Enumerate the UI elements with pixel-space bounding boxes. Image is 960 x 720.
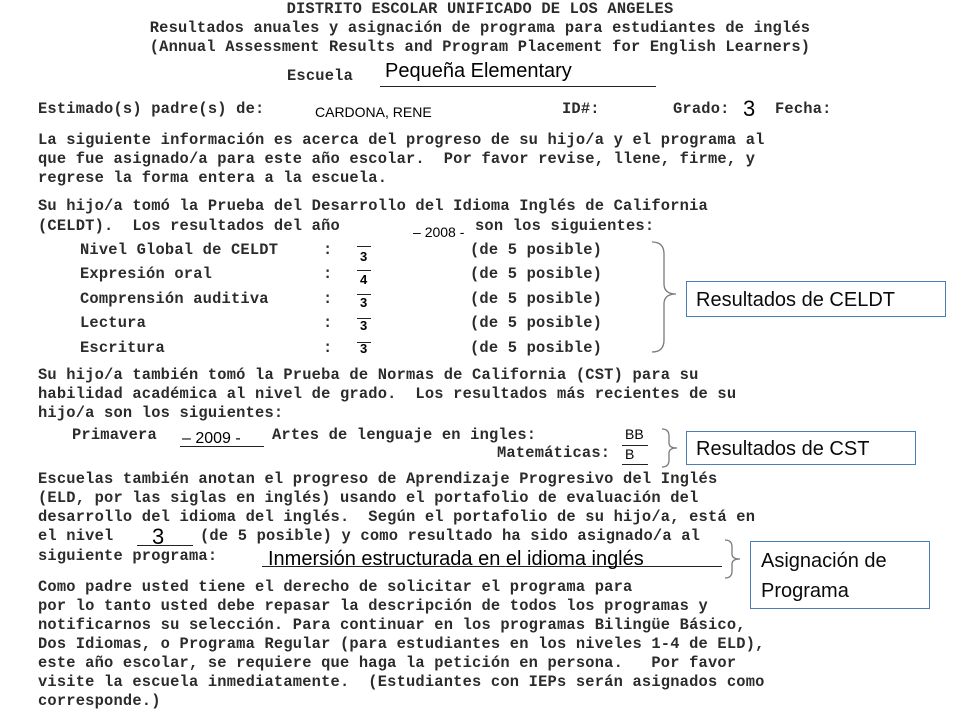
- cst-line-3: hijo/a son los siguientes:: [38, 404, 284, 422]
- rights-line-2: por lo tanto usted debe repasar la descripción de todos los programas y: [38, 597, 708, 615]
- district-title: DISTRITO ESCOLAR UNIFICADO DE LOS ANGELES: [286, 0, 674, 18]
- cst-ela-label: Artes de lenguaje en ingles:: [272, 426, 537, 444]
- celdt-out-of: (de 5 posible): [470, 339, 603, 357]
- celdt-row-value: 3: [360, 295, 368, 310]
- celdt-results-callout: Resultados de CELDT: [686, 281, 946, 317]
- celdt-row-label: Nivel Global de CELDT: [80, 241, 279, 259]
- eld-level-value: 3: [152, 524, 165, 549]
- rights-line-4: Dos Idiomas, o Programa Regular (para estudiantes en los niveles 1-4 de ELD),: [38, 635, 765, 653]
- celdt-out-of: (de 5 posible): [470, 290, 603, 308]
- cst-math-value: B: [625, 446, 635, 462]
- intro-line-2: que fue asignado/a para este año escolar. Por favor revise, llene, firme, y: [38, 150, 756, 168]
- celdt-row-label: Escritura: [80, 339, 165, 357]
- rights-line-5: este año escolar, se requiere que haga la petición en persona. Por favor: [38, 654, 737, 672]
- celdt-row-value: 3: [360, 249, 368, 264]
- celdt-line-2: (CELDT). Los resultados del año: [38, 217, 340, 235]
- celdt-out-of: (de 5 posible): [470, 265, 603, 283]
- celdt-row-value: 4: [360, 272, 368, 287]
- celdt-line-2-end: son los siguientes:: [475, 217, 655, 235]
- eld-line-1: Escuelas también anotan el progreso de Aprendizaje Progresivo del Inglés: [38, 470, 718, 488]
- cst-line-1: Su hijo/a también tomó la Prueba de Normas de California (CST) para su: [38, 366, 699, 384]
- celdt-line-1: Su hijo/a tomó la Prueba del Desarrollo del Idioma Inglés de California: [38, 197, 708, 215]
- title-english: (Annual Assessment Results and Program Placement for English Learners): [149, 38, 811, 56]
- grade-value: 3: [743, 96, 756, 121]
- parent-label: Estimado(s) padre(s) de:: [38, 100, 265, 118]
- celdt-row-value: 3: [360, 318, 368, 333]
- rights-line-1: Como padre usted tiene el derecho de solicitar el programa para: [38, 578, 633, 596]
- celdt-row-label: Lectura: [80, 314, 147, 332]
- title-spanish: Resultados anuales y asignación de programa para estudiantes de inglés: [149, 19, 811, 37]
- celdt-row-value: 3: [360, 341, 368, 356]
- callout-line: Programa: [761, 580, 849, 602]
- eld-level-prefix: el nivel: [38, 527, 114, 545]
- celdt-out-of: (de 5 posible): [470, 314, 603, 332]
- cst-math-label: Matemáticas:: [497, 444, 611, 462]
- cst-spring-label: Primavera: [72, 426, 157, 444]
- cst-ela-value: BB: [625, 426, 644, 442]
- date-label: Fecha:: [775, 100, 832, 118]
- celdt-row-label: Expresión oral: [80, 265, 213, 283]
- school-label: Escuela: [287, 67, 354, 85]
- celdt-colon: :: [323, 314, 333, 332]
- celdt-year: – 2008 -: [409, 225, 468, 239]
- grade-label: Grado:: [673, 100, 730, 118]
- intro-line-3: regrese la forma entera a la escuela.: [38, 169, 388, 187]
- eld-level-suffix: (de 5 posible) y como resultado ha sido asignado/a al: [200, 527, 701, 545]
- program-label: siguiente programa:: [38, 547, 218, 565]
- celdt-colon: :: [323, 339, 333, 357]
- school-value: Pequeña Elementary: [385, 60, 572, 82]
- celdt-out-of: (de 5 posible): [470, 241, 603, 259]
- intro-line-1: La siguiente información es acerca del progreso de su hijo/a y el programa al: [38, 131, 765, 149]
- celdt-brace: [652, 242, 676, 352]
- cst-brace: [662, 429, 677, 467]
- cst-year: – 2009 -: [182, 430, 241, 447]
- eld-line-2: (ELD, por las siglas en inglés) usando el portafolio de evaluación del: [38, 489, 699, 507]
- program-brace: [725, 540, 740, 578]
- celdt-colon: :: [323, 241, 333, 259]
- callout-line: Asignación de: [761, 550, 887, 572]
- program-value: Inmersión estructurada en el idioma inglés: [268, 548, 644, 570]
- celdt-colon: :: [323, 265, 333, 283]
- celdt-row-label: Comprensión auditiva: [80, 290, 269, 308]
- rights-line-3: notificarnos su selección. Para continuar en los programas Bilingüe Básico,: [38, 616, 746, 634]
- rights-line-7: corresponde.): [38, 692, 161, 710]
- rights-line-6: visite la escuela inmediatamente. (Estudiantes con IEPs serán asignados como: [38, 673, 765, 691]
- id-label: ID#:: [562, 100, 600, 118]
- celdt-colon: :: [323, 290, 333, 308]
- eld-line-3: desarrollo del idioma del inglés. Según el portafolio de su hijo/a, está en: [38, 508, 756, 526]
- cst-line-2: habilidad académica al nivel de grado. Los resultados más recientes de su: [38, 385, 737, 403]
- parent-value: CARDONA, RENE: [315, 104, 432, 120]
- cst-results-callout: Resultados de CST: [686, 431, 916, 465]
